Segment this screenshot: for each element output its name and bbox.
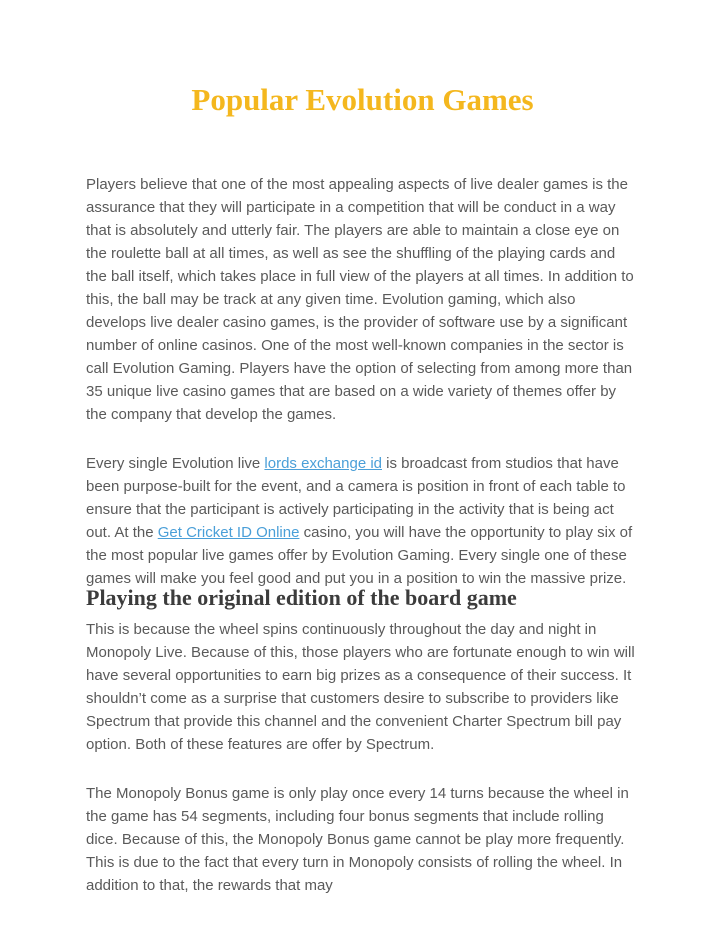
evolution-live-paragraph [86,452,639,590]
paragraph-text-segment: Every single Evolution live [86,455,265,472]
link-lords-exchange-id[interactable]: lords exchange id [264,455,382,472]
intro-paragraph: Players believe that one of the most appealing aspects of live dealer games is the assurance that they will participate in a competition that will be conduct in a way that is absolutely and utterly fair. The players are able to maintain a close eye on the roulette ball at all times, as well as see the shuffling of the playing cards and the ball itself, which takes place in full view of the players at all times. In addition to this, the ball may be track at any given time. Evolution gaming, which also develops live dealer casino games, is the provider of software use by a significant number of online casinos. One of the most well-known companies in the sector is call Evolution Gaming. Players have the option of selecting from among more than 35 unique live casino games that are based on a wide variety of themes offer by the company that develop the games. [86,176,634,423]
monopoly-bonus-paragraph: The Monopoly Bonus game is only play once every 14 turns because the wheel in the game has 54 segments, including four bonus segments that include rolling dice. Because of this, the Monopoly Bonus game cannot be play more frequently. This is due to the fact that every turn in Monopoly consists of rolling the wheel. In addition to that, the rewards that may [86,785,629,894]
monopoly-live-paragraph: This is because the wheel spins continuously throughout the day and night in Monopoly Live. Because of this, those players who are fortunate enough to win will have several opportunities to earn big prizes as a consequence of their success. It shouldn’t come as a surprise that customers desire to subscribe to providers like Spectrum that provide this channel and the convenient Charter Spectrum bill pay option. Both of these features are offer by Spectrum. [86,621,635,753]
link-get-cricket-id-online[interactable]: Get Cricket ID Online [157,524,300,541]
paragraph-text-segment: is broadcast from studios that have been purpose-built for the event, and a camera is position in front of each table to ensure that the participant is actively participating in the activity that is being act out. At the [86,455,626,541]
section-heading: Playing the original edition of the board game [86,585,517,610]
paragraph-text-segment: casino, you will have the opportunity to play six of the most popular live games offer by Evolution Gaming. Every single one of these games will make you feel good and put you in a position to win the massive prize. [86,524,633,587]
page-title: Popular Evolution Games [191,82,534,117]
